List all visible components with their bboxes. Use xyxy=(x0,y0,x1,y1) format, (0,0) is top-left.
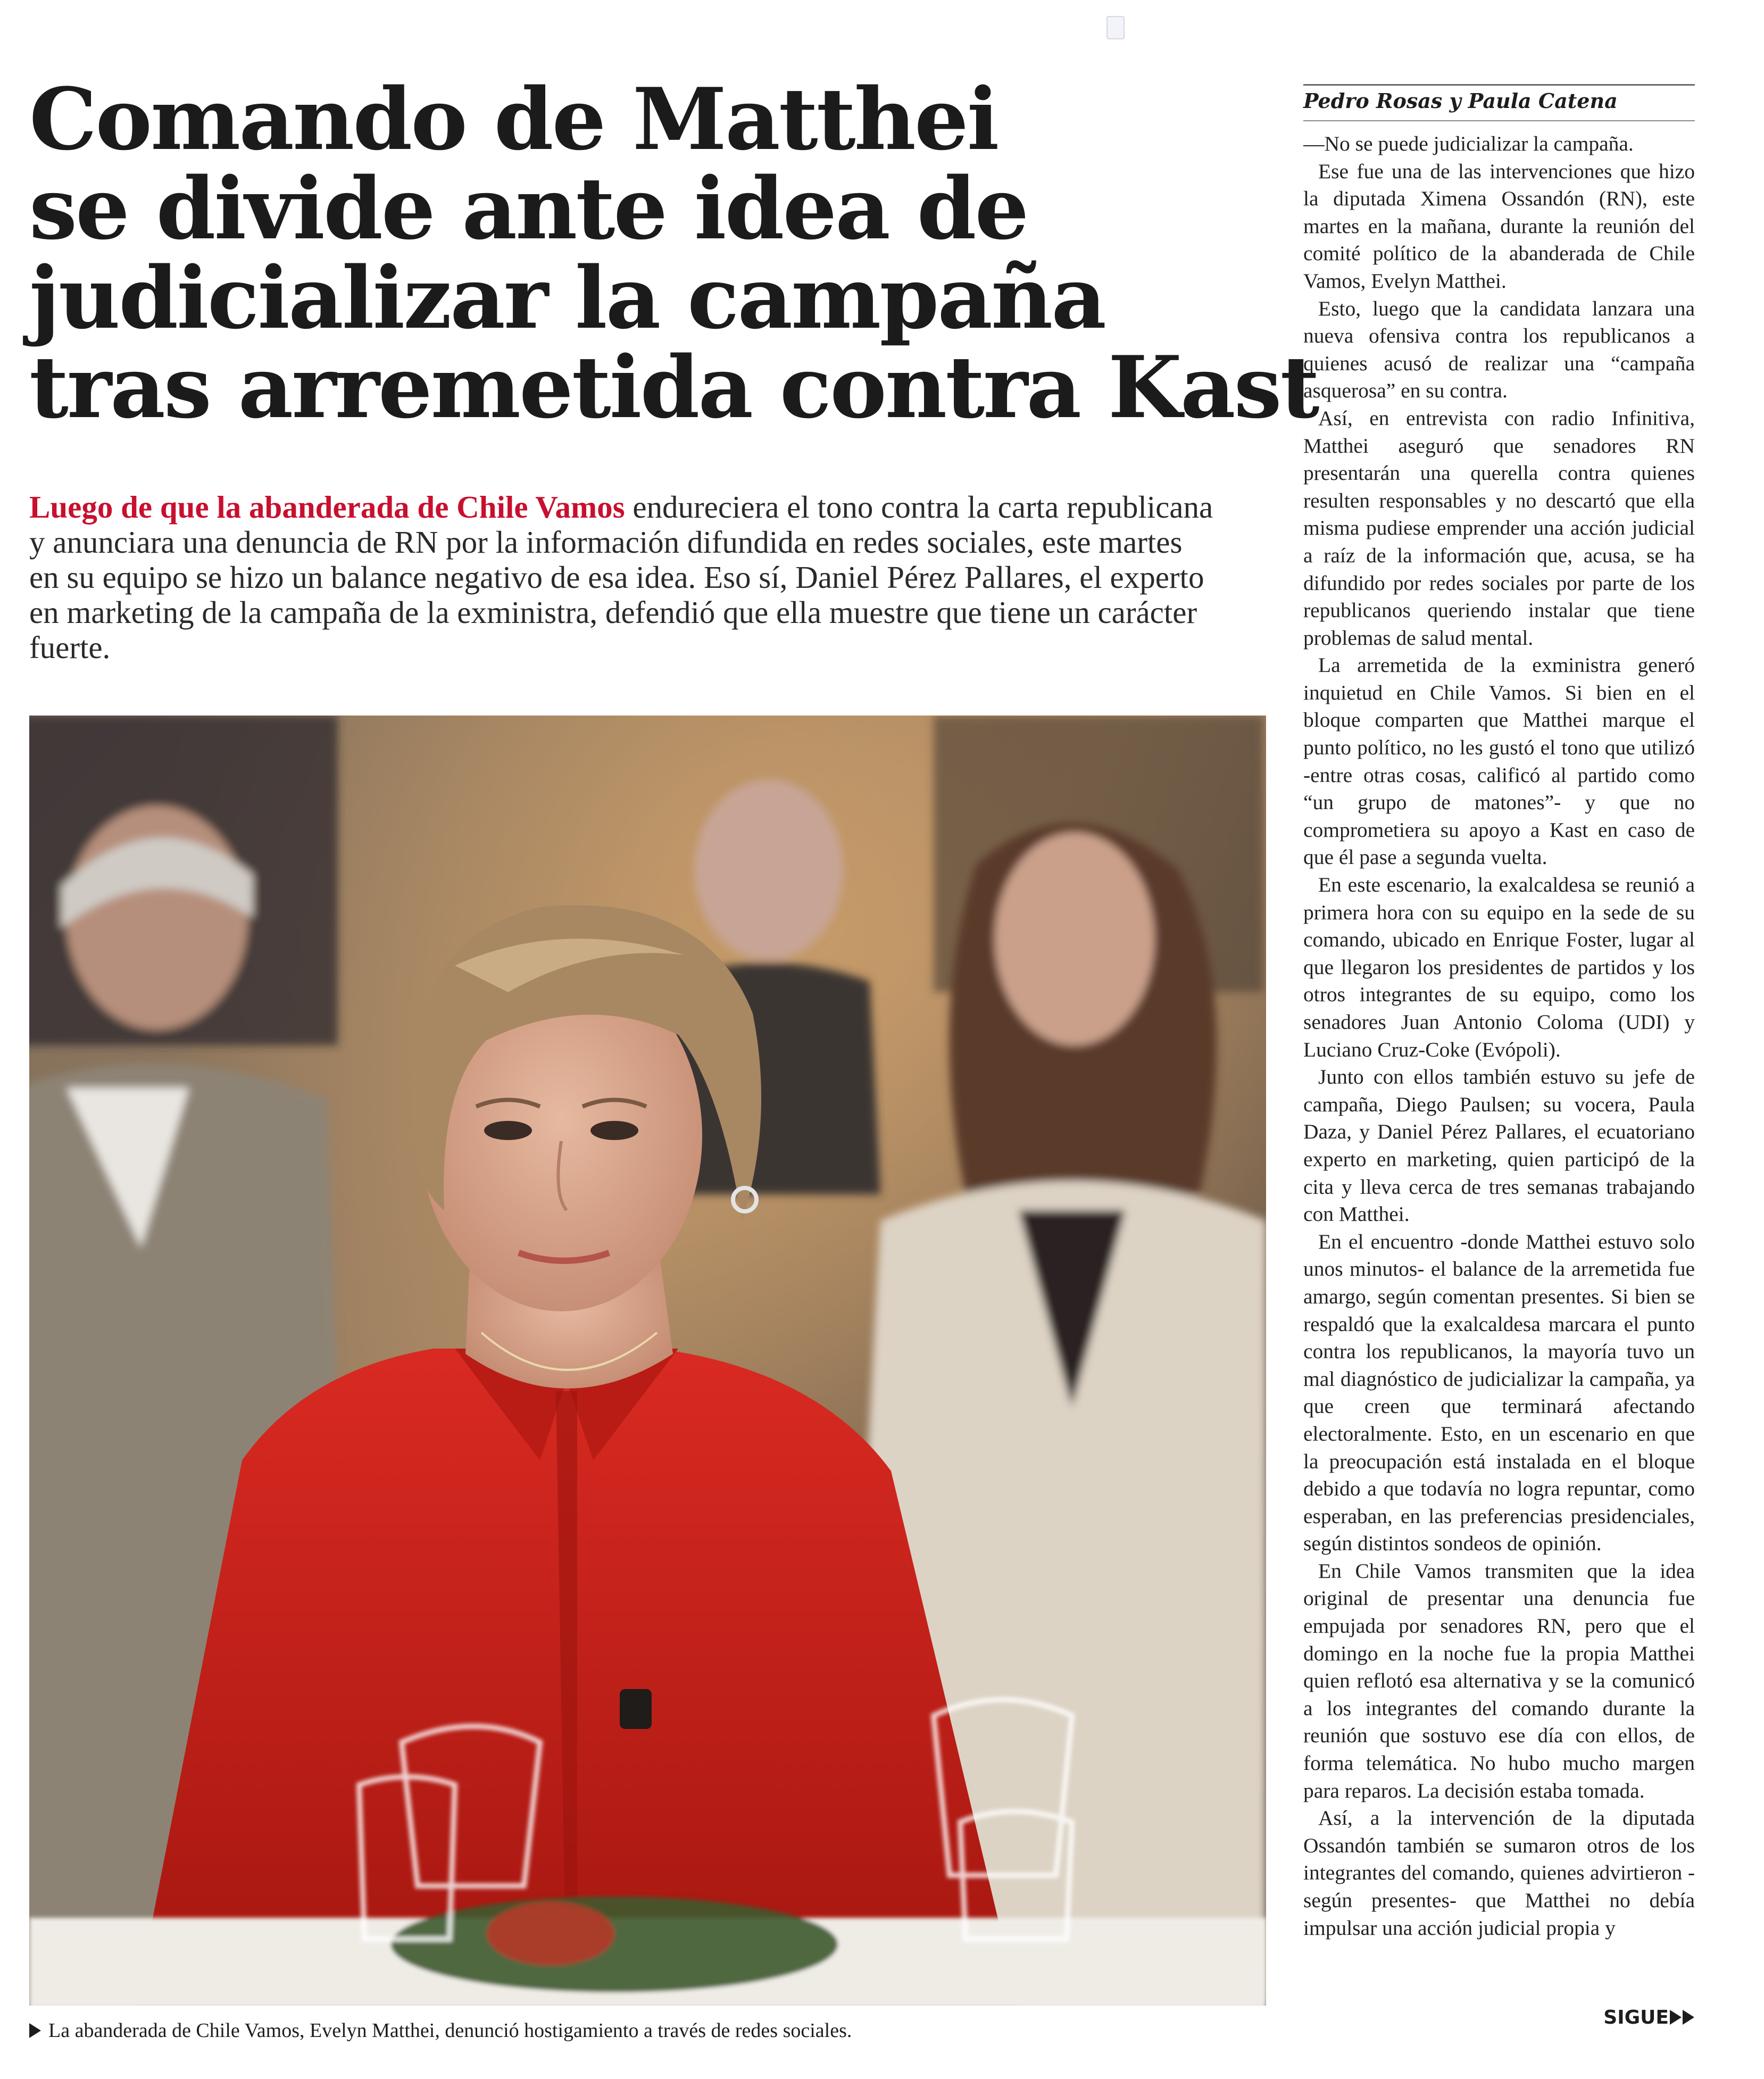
lead-paragraph xyxy=(29,489,1216,665)
body-paragraph: Así, a la intervención de la diputada Ossandón también se sumaron otros de los integrantes del comando, quienes advirtieron -según presentes- que Matthei no debía impulsar una acción judicial propia y xyxy=(1303,1806,1695,1940)
body-paragraph: Ese fue una de las intervenciones que hizo la diputada Ximena Ossandón (RN), este martes en la mañana, durante la reunión del comité político de la abanderada de Chile Vamos, Evelyn Matthei. xyxy=(1303,159,1695,293)
article-body xyxy=(1303,130,1695,1976)
photo-illustration xyxy=(29,716,1266,2006)
lead-text: endureciera el tono contra la carta republicana y anunciara una denuncia de RN por la información difundida en redes sociales, este martes en su equipo se hizo un balance negativo de esa idea. Eso sí, Daniel Pérez Pallares, el experto en marketing de la campaña de la exministra, defendió que ella muestre que tiene un carácter fuerte. xyxy=(29,489,1213,665)
triangle-right-icon xyxy=(29,2023,41,2038)
body-paragraph: Esto, luego que la candidata lanzara una nueva ofensiva contra los republicanos a quienes acusó de realizar una “campaña asquerosa” en su contra. xyxy=(1303,296,1695,403)
body-paragraph: Así, en entrevista con radio Infinitiva, Matthei aseguró que senadores RN presentarán una querella contra quienes resulten responsables y no descartó que ella misma pudiese emprender una acción judicial a raíz de la información que, acusa, se ha difundido por redes sociales por parte de los republicanos queriendo instalar que tiene problemas de salud mental. xyxy=(1303,406,1695,650)
byline-rule-bottom xyxy=(1303,120,1695,121)
headline-line: judicializar la campaña xyxy=(29,248,1105,348)
photo-caption xyxy=(29,2019,1266,2042)
body-paragraph: En Chile Vamos transmiten que la idea original de presentar una denuncia fue empujada por senadores RN, pero que el domingo en la noche fue la propia Matthei quien reflotó esa alternativa y se la comunicó a los integrantes del comando durante la reunión que sostuvo ese día con ellos, de forma telemática. No hubo mucho margen para reparos. La decisión estaba tomada. xyxy=(1303,1559,1695,1802)
byline-rule-top xyxy=(1303,84,1695,86)
page-marker-icon xyxy=(1106,16,1125,39)
headline-line: tras arremetida contra Kast xyxy=(29,337,1318,437)
body-paragraph: En el encuentro -donde Matthei estuvo solo unos minutos- el balance de la arremetida fue amargo, según comentan presentes. Si bien se respaldó que la exalcaldesa marcara el punto contra los republicanos, la mayoría tuvo un mal diagnóstico de judicializar la campaña, ya que creen que terminará afectando electoralmente. Esto, en un escenario en que la preocupación está instalada en el bloque debido a que todavía no logra repuntar, como esperaban, en las preferencias presidenciales, según distintos sondeos de opinión. xyxy=(1303,1229,1695,1556)
article-photo xyxy=(29,716,1266,2006)
double-triangle-right-icon xyxy=(1683,2010,1694,2025)
headline-line: se divide ante idea de xyxy=(29,159,1028,259)
caption-text: La abanderada de Chile Vamos, Evelyn Matthei, denunció hostigamiento a través de redes sociales. xyxy=(48,2019,852,2042)
body-paragraph: —No se puede judicializar la campaña. xyxy=(1303,132,1634,155)
continue-label: SIGUE xyxy=(1603,2007,1669,2028)
body-paragraph: En este escenario, la exalcaldesa se reunió a primera hora con su equipo en la sede de su comando, ubicado en Enrique Foster, lugar al que llegaron los presidentes de partidos y los otros integrantes de su equipo, como los senadores Juan Antonio Coloma (UDI) y Luciano Cruz-Coke (Evópoli). xyxy=(1303,873,1695,1061)
body-paragraph: Junto con ellos también estuvo su jefe de campaña, Diego Paulsen; su vocera, Paula Daza, y Daniel Pérez Pallares, el ecuatoriano experto en marketing, quien participó de la cita y lleva cerca de tres semanas trabajando con Matthei. xyxy=(1303,1065,1695,1226)
byline: Pedro Rosas y Paula Catena xyxy=(1303,89,1618,113)
headline-line: Comando de Matthei xyxy=(29,69,998,169)
continue-link[interactable] xyxy=(1588,2005,1694,2031)
double-triangle-right-icon xyxy=(1670,2010,1682,2025)
lead-highlight: Luego de que la abanderada de Chile Vamos xyxy=(29,489,625,525)
body-paragraph: La arremetida de la exministra generó inquietud en Chile Vamos. Si bien en el bloque comparten que Matthei marque el punto político, no les gustó el tono que utilizó -entre otras cosas, calificó al partido como “un grupo de matones”- y que no comprometiera su apoyo a Kast en caso de que él pase a segunda vuelta. xyxy=(1303,653,1695,869)
headline xyxy=(29,69,1318,437)
